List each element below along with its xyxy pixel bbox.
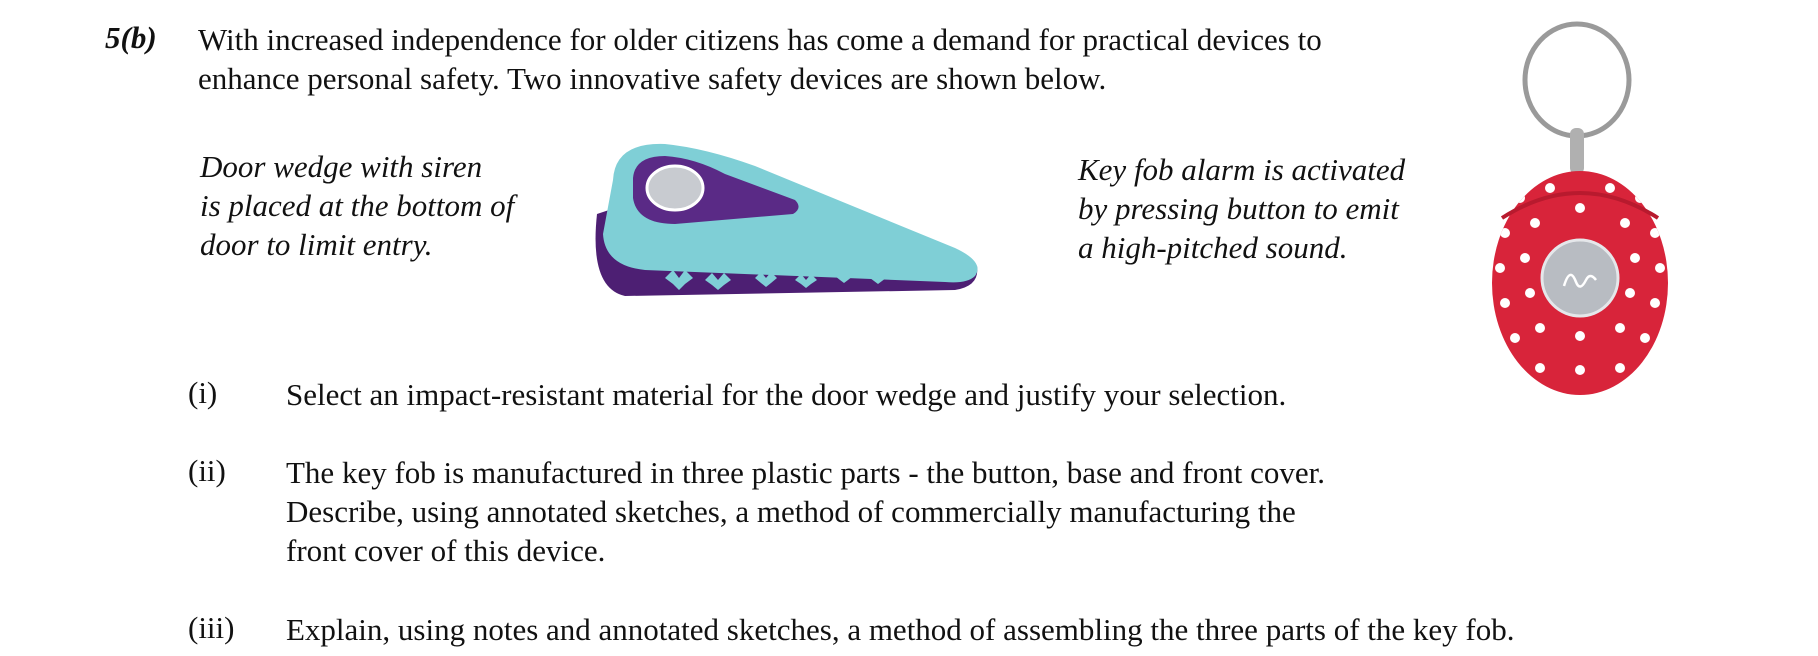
- question-intro: [198, 20, 1498, 98]
- part-line: front cover of this device.: [286, 533, 606, 568]
- caption-line: door to limit entry.: [200, 227, 433, 262]
- intro-line: With increased independence for older citizens has come a demand for practical devices to: [198, 22, 1322, 57]
- caption-line: Key fob alarm is activated: [1078, 152, 1406, 187]
- door-wedge-image: [585, 138, 995, 304]
- part-line: Select an impact-resistant material for the door wedge and justify your selection.: [286, 377, 1287, 412]
- question-number: 5(b): [105, 20, 157, 55]
- caption-line: a high-pitched sound.: [1078, 230, 1348, 265]
- caption-line: Door wedge with siren: [200, 149, 483, 184]
- key-fob-image: [1480, 18, 1680, 398]
- part-text: [286, 375, 1646, 414]
- part-label: (iii): [188, 610, 235, 645]
- intro-line: enhance personal safety. Two innovative safety devices are shown below.: [198, 61, 1107, 96]
- part-label: (i): [188, 375, 218, 410]
- part-label: (ii): [188, 453, 226, 488]
- part-line: The key fob is manufactured in three plastic parts - the button, base and front cover.: [286, 455, 1326, 490]
- key-fob-caption: [1078, 150, 1478, 267]
- caption-line: by pressing button to emit: [1078, 191, 1399, 226]
- part-line: Explain, using notes and annotated sketches, a method of assembling the three parts of the key fob.: [286, 612, 1515, 647]
- caption-line: is placed at the bottom of: [200, 188, 515, 223]
- part-line: Describe, using annotated sketches, a method of commercially manufacturing the: [286, 494, 1296, 529]
- part-text: [286, 610, 1646, 649]
- door-wedge-caption: [200, 147, 580, 264]
- part-text: [286, 453, 1646, 570]
